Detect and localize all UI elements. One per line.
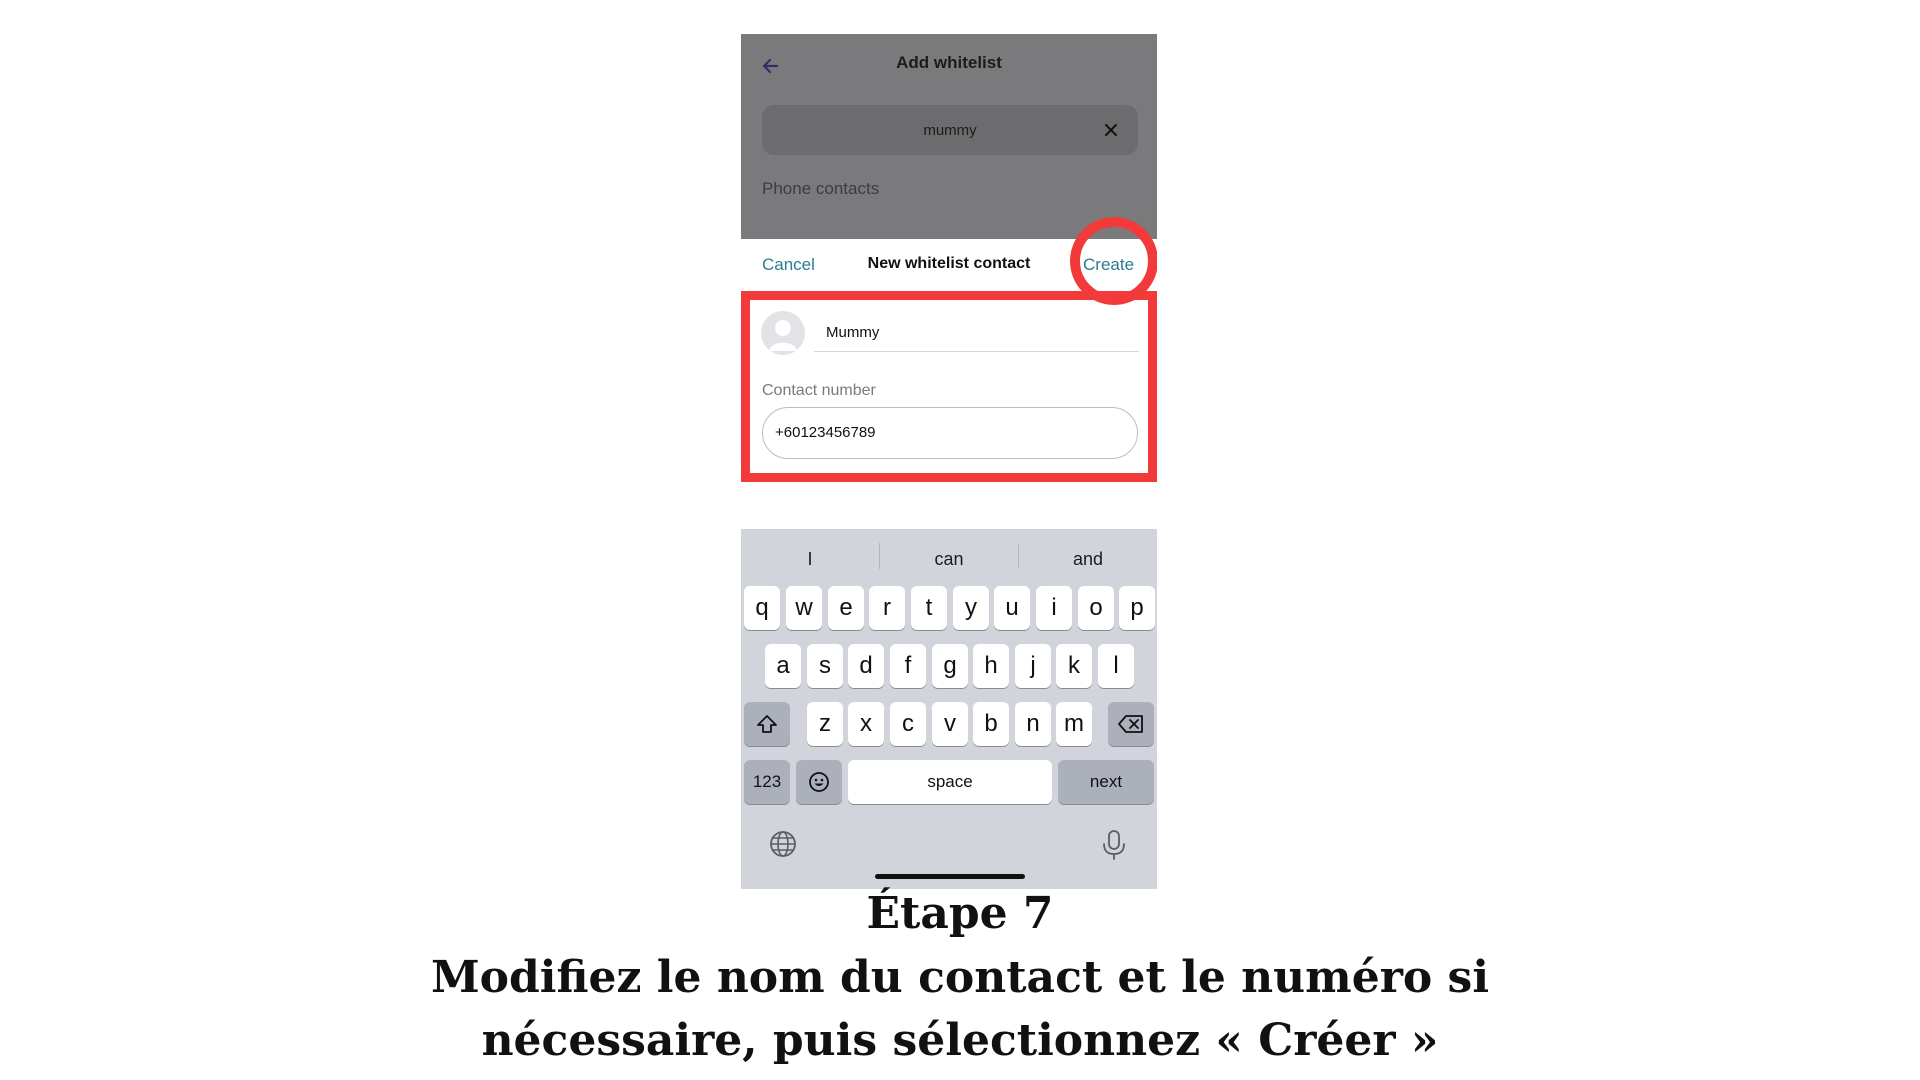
dimmed-add-whitelist-screen — [741, 34, 1157, 239]
page-title: Add whitelist — [896, 53, 1002, 72]
suggestion-2[interactable]: can — [934, 549, 964, 569]
phone-screenshot — [741, 34, 1157, 889]
close-icon[interactable] — [1100, 119, 1122, 141]
key-a[interactable]: a — [765, 644, 801, 688]
numbers-key[interactable]: 123 — [744, 760, 790, 804]
shift-icon — [755, 712, 779, 736]
key-j[interactable]: j — [1015, 644, 1051, 688]
globe-icon[interactable] — [768, 829, 798, 859]
key-r[interactable]: r — [869, 586, 905, 630]
suggestion-3[interactable]: and — [1072, 549, 1104, 569]
home-indicator — [875, 874, 1025, 879]
delete-key[interactable] — [1108, 702, 1154, 746]
key-k[interactable]: k — [1056, 644, 1092, 688]
step-heading: Étape 7 — [866, 888, 1054, 939]
contact-name-field[interactable]: Mummy — [826, 324, 880, 341]
search-value: mummy — [923, 122, 977, 139]
key-f[interactable]: f — [890, 644, 926, 688]
key-h[interactable]: h — [973, 644, 1009, 688]
key-i[interactable]: i — [1036, 586, 1072, 630]
sheet-title: New whitelist contact — [867, 255, 1031, 272]
emoji-key[interactable] — [796, 760, 842, 804]
key-m[interactable]: m — [1056, 702, 1092, 746]
space-key[interactable]: space — [848, 760, 1052, 804]
emoji-icon — [807, 770, 831, 794]
key-e[interactable]: e — [828, 586, 864, 630]
key-g[interactable]: g — [932, 644, 968, 688]
key-w[interactable]: w — [786, 586, 822, 630]
suggestion-1[interactable]: I — [807, 549, 813, 569]
search-input[interactable] — [762, 105, 1138, 155]
key-c[interactable]: c — [890, 702, 926, 746]
key-z[interactable]: z — [807, 702, 843, 746]
create-button[interactable]: Create — [1083, 255, 1135, 274]
contact-number-label: Contact number — [762, 382, 876, 399]
cancel-button[interactable]: Cancel — [762, 255, 815, 274]
key-l[interactable]: l — [1098, 644, 1134, 688]
contact-number-value: +60123456789 — [775, 424, 876, 441]
key-v[interactable]: v — [932, 702, 968, 746]
backspace-icon — [1117, 713, 1145, 735]
key-o[interactable]: o — [1078, 586, 1114, 630]
section-label: Phone contacts — [762, 179, 880, 198]
instruction-line-1: Modifiez le nom du contact et le numéro si — [430, 952, 1490, 1003]
instruction-line-2: nécessaire, puis sélectionnez « Créer » — [481, 1015, 1439, 1066]
key-s[interactable]: s — [807, 644, 843, 688]
shift-key[interactable] — [744, 702, 790, 746]
key-n[interactable]: n — [1015, 702, 1051, 746]
key-x[interactable]: x — [848, 702, 884, 746]
microphone-icon[interactable] — [1100, 829, 1128, 861]
key-b[interactable]: b — [973, 702, 1009, 746]
key-y[interactable]: y — [953, 586, 989, 630]
form-highlight-box — [741, 291, 1157, 482]
key-t[interactable]: t — [911, 586, 947, 630]
next-key[interactable]: next — [1058, 760, 1154, 804]
key-d[interactable]: d — [848, 644, 884, 688]
keyboard — [741, 529, 1157, 889]
key-p[interactable]: p — [1119, 586, 1155, 630]
key-q[interactable]: q — [744, 586, 780, 630]
key-u[interactable]: u — [994, 586, 1030, 630]
